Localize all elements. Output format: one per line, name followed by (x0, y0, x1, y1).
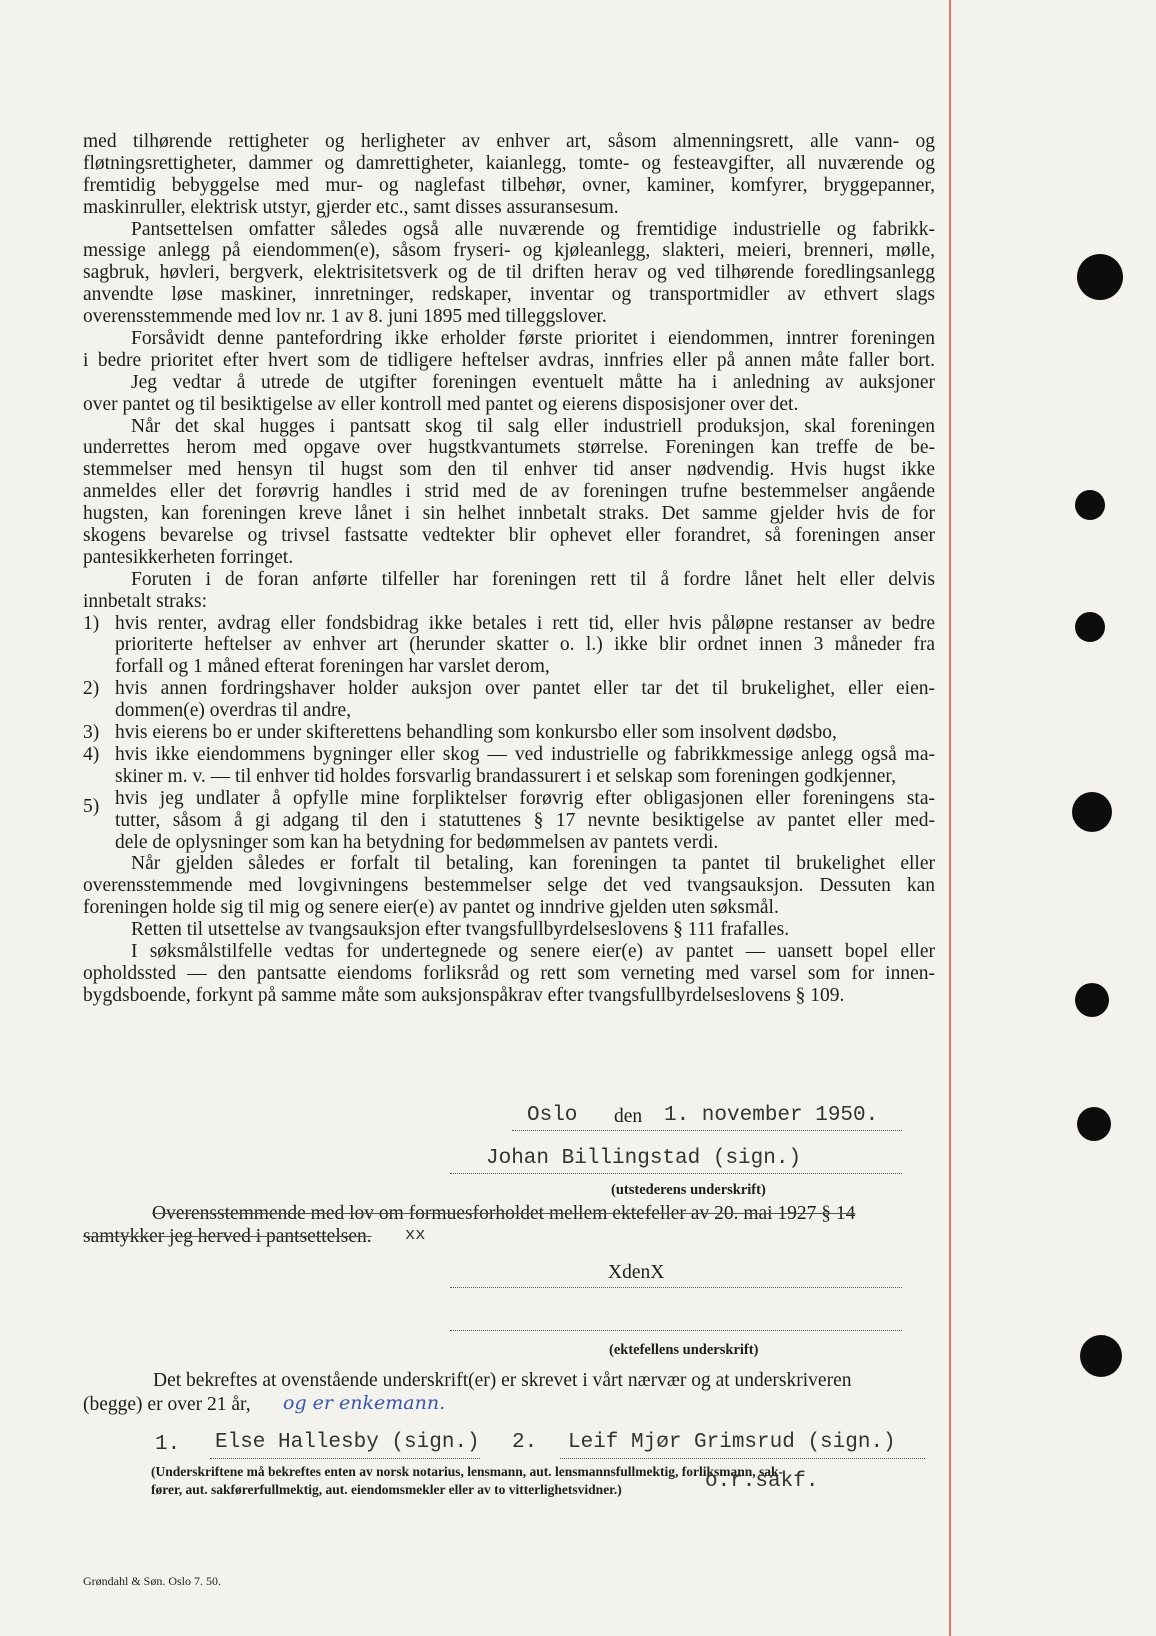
text-line: skiner m. v. — til enhver tid holdes forsvarlig brandassurert i et selskap som foreningen godkjenner, (115, 765, 897, 787)
text-line: fremtidig bebyggelse med mur- og naglefast tilbehør, ovner, kaminer, komfyrer, bryggepanner, (83, 174, 935, 196)
list-item (83, 744, 935, 788)
issuer-signature: Johan Billingstad (sign.) (486, 1147, 802, 1170)
issuer-label: (utstederens underskrift) (611, 1182, 766, 1198)
witness-1-number: 1. (155, 1433, 181, 1456)
signing-date: 1. november 1950. (664, 1104, 879, 1127)
text-line: bygdsboende, forkynt på samme måte som auksjonspåkrav efter tvangsfullbyrdelseslovens § 109. (83, 984, 845, 1006)
punch-hole (1075, 490, 1105, 520)
text-line: prioriterte heftelser av enhver art (herunder skatter o. l.) ikke blir ordnet innen 3 måneder fra (115, 634, 935, 656)
text-line: over pantet og til besiktigelse av eller kontroll med pantet og eierens disposisjoner over det. (83, 393, 799, 415)
list-item (83, 788, 935, 854)
spouse-den: XdenX (608, 1262, 665, 1283)
punch-hole (1077, 254, 1123, 300)
text-line: Pantsettelsen omfatter således også alle nuværende og fremtidige industrielle og fabrikk- (131, 218, 935, 240)
consent-line-1: Overensstemmende med lov om formuesforholdet mellem ektefeller av 20. mai 1927 § 14 (152, 1203, 856, 1224)
text-line: dele de oplysninger som kan ha betydning for bedømmelsen av pantets verdi. (115, 831, 719, 853)
note-line-1: (Underskriftene må bekreftes enten av norsk notarius, lensmann, aut. lensmannsfullmektig, forliksmann, sak- (151, 1464, 784, 1479)
list-item (83, 678, 935, 722)
text-line: i bedre prioritet efter hvert som de tidligere heftelser avdras, innfries eller på annen måte faller bort. (83, 349, 935, 371)
text-line: overensstemmende med lov nr. 1 av 8. juni 1895 med tilleggslover. (83, 306, 607, 328)
signing-den: den (614, 1106, 643, 1127)
printer-footer: Grøndahl & Søn. Oslo 7. 50. (83, 1574, 221, 1588)
text-line: I søksmålstilfelle vedtas for undertegnede og senere eier(e) av pantet — uansett bopel eller (131, 940, 935, 962)
punch-hole (1080, 1335, 1122, 1377)
text-line: anmeldes eller det forøvrig handles i strid med de av foreningen trufne bestemmelser angående (83, 481, 935, 503)
witness-1-signature: Else Hallesby (sign.) (215, 1431, 480, 1454)
list-item (83, 613, 935, 679)
text-line: innbetalt straks: (83, 590, 208, 612)
text-line: foreningen holde sig til mig og senere eier(e) av pantet og inndrive gjelden uten søksmål. (83, 897, 779, 919)
text-line: stemmelser med hensyn til hugst som den til enhver tid anser nødvendig. Hvis hugst ikke (83, 459, 935, 481)
consent-xx: xx (405, 1226, 426, 1245)
text-line: hvis ikke eiendommens bygninger eller skog — ved industrielle og fabrikkmessige anlegg også ma- (115, 743, 935, 765)
text-line: Når gjelden således er forfalt til betaling, kan foreningen ta pantet til brukelighet eller (131, 853, 935, 875)
text-line: dommen(e) overdras til andre, (115, 700, 352, 722)
text-line: Foruten i de foran anførte tilfeller har foreningen rett til å fordre lånet helt eller delvis (131, 568, 935, 590)
text-line: maskinruller, elektrisk utstyr, gjerder etc., samt disses assuransesum. (83, 196, 619, 218)
punch-hole (1072, 792, 1112, 832)
text-line: messige anlegg på eiendommen(e), såsom fryseri- og kjøleanlegg, slakteri, meieri, brenneri, mølle, (83, 240, 935, 262)
text-line: fløtningsrettigheter, dammer og damrettigheter, kaianlegg, tomte- og festeavgifter, all nuværende og (83, 152, 935, 174)
consent-line-2: samtykker jeg herved i pantsettelsen. (83, 1226, 372, 1247)
punch-hole (1075, 983, 1109, 1017)
note-line-2: fører, aut. sakførerfullmektig, aut. eiendomsmekler eller av to vitterlighetsvidner.) (151, 1482, 622, 1497)
handwritten-note: og er enkemann. (283, 1392, 446, 1414)
text-line: hvis eierens bo er under skifterettens behandling som konkursbo eller som insolvent dødsbo, (115, 722, 837, 744)
text-line: sagbruk, høvleri, bergverk, elektrisitetsverk og de til driften herav og ved tilhørende foredlingsanlegg (83, 262, 935, 284)
text-line: opholdssted — den pantsatte eiendoms forliksråd og rett som verneting med varsel som for innen- (83, 962, 935, 984)
text-line: hvis renter, avdrag eller fondsbidrag ikke betales i rett tid, eller hvis påløpne restanser av bedre (115, 612, 935, 634)
punch-hole (1077, 1107, 1111, 1141)
witness-title: o.r.sakf. (705, 1470, 819, 1493)
witness-2-signature: Leif Mjør Grimsrud (sign.) (568, 1431, 896, 1454)
text-line: skogens bevarelse og trivsel fastsatte vedtekter blir ophevet eller forandret, så foreningen anser (83, 525, 935, 547)
spouse-label: (ektefellens underskrift) (609, 1342, 759, 1358)
text-line: Forsåvidt denne pantefordring ikke erholder første prioritet i eiendommen, inntrer foreningen (131, 328, 935, 350)
list-number: 4) (83, 743, 100, 765)
certification-line-1: Det bekreftes at ovenstående underskrift(er) er skrevet i vårt nærvær og at underskriveren (153, 1370, 852, 1391)
text-line: forfall og 1 måned efterat foreningen har varslet derom, (115, 656, 550, 678)
text-line: anvendte løse maskiner, innretninger, redskaper, inventar og transportmidler av ethvert slags (83, 284, 935, 306)
text-line: Jeg vedtar å utrede de utgifter foreningen eventuelt måtte ha i anledning av auksjoner (131, 371, 935, 393)
text-line: Når det skal hugges i pantsatt skog til salg eller industriell produksjon, skal foreningen (131, 415, 935, 437)
text-line: underrettes herom med opgave over hugstkvantumets størrelse. Foreningen kan treffe de be- (83, 437, 935, 459)
text-line: hvis annen fordringshaver holder auksjon over pantet eller tar det til brukelighet, eller eien- (115, 678, 935, 700)
text-line: tutter, såsom å gi adgang til den i statuttenes § 17 nevnte besiktigelse av pantet eller med- (115, 809, 935, 831)
document-body (83, 131, 935, 1007)
text-line: overensstemmende med lovgivningens bestemmelser selge det ved tvangsauksjon. Dessuten kan (83, 875, 935, 897)
signing-place: Oslo (527, 1104, 578, 1127)
list-number: 3) (83, 722, 100, 744)
list-number: 5) (83, 795, 100, 817)
punch-hole (1075, 612, 1105, 642)
witness-2-number: 2. (512, 1431, 538, 1454)
margin-line (949, 0, 951, 1636)
list-number: 2) (83, 678, 100, 700)
text-line: hvis jeg undlater å opfylle mine forpliktelser forøvrig efter obligasjonen eller foreningens sta- (115, 787, 935, 809)
list-item (83, 722, 935, 744)
text-line: Retten til utsettelse av tvangsauksjon efter tvangsfullbyrdelseslovens § 111 frafalles. (131, 919, 790, 941)
text-line: pantesikkerheten forringet. (83, 546, 294, 568)
certification-line-2: (begge) er over 21 år, (83, 1394, 251, 1415)
text-line: med tilhørende rettigheter og herligheter av enhver art, såsom almenningsrett, alle vann- og (83, 131, 935, 152)
list-number: 1) (83, 612, 100, 634)
text-line: hugsten, kan foreningen kreve lånet i sin helhet innbetalt straks. Det samme gjelder hvis de for (83, 503, 935, 525)
